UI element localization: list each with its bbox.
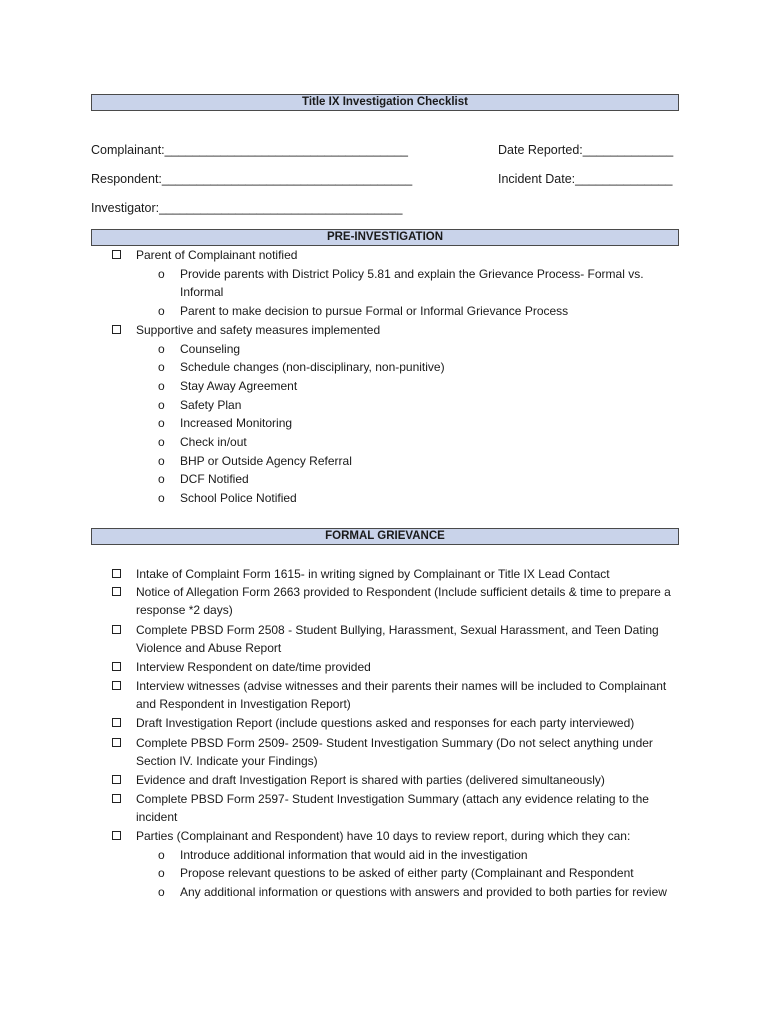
circle-bullet-icon: o: [158, 379, 165, 393]
circle-bullet-icon: o: [158, 304, 165, 318]
circle-bullet-icon: o: [158, 360, 165, 374]
complainant-field[interactable]: Complainant:___________________________________: [91, 143, 408, 157]
sub-list-item-text: Stay Away Agreement: [180, 379, 298, 393]
sub-list-item-text: DCF Notified: [180, 472, 249, 486]
circle-bullet-icon: o: [158, 472, 165, 486]
circle-bullet-icon: o: [158, 435, 165, 449]
circle-bullet-icon: o: [158, 416, 165, 430]
checklist-item-text: Complete PBSD Form 2508 - Student Bullying, Harassment, Sexual Harassment, and Teen Dating Violence and Abuse Report: [136, 623, 659, 655]
formal-grievance-heading: FORMAL GRIEVANCE: [91, 528, 679, 545]
circle-bullet-icon: o: [158, 398, 165, 412]
circle-bullet-icon: o: [158, 885, 165, 899]
circle-bullet-icon: o: [158, 848, 165, 862]
checklist-item-text: Complete PBSD Form 2597- Student Investigation Summary (attach any evidence relating to the incident: [136, 792, 649, 824]
checkbox[interactable]: [112, 738, 121, 747]
sub-list-item-text: School Police Notified: [180, 491, 297, 505]
sub-list-item-text: Propose relevant questions to be asked of either party (Complainant and Respondent: [180, 866, 634, 880]
checklist-item-text: Notice of Allegation Form 2663 provided to Respondent (Include sufficient details & time to prepare a response *2 days): [136, 585, 671, 617]
date-reported-field[interactable]: Date Reported:_____________: [498, 143, 674, 157]
circle-bullet-icon: o: [158, 491, 165, 505]
checkbox[interactable]: [112, 662, 121, 671]
checkbox[interactable]: [112, 625, 121, 634]
sub-list-item-text: Counseling: [180, 342, 241, 356]
checkbox[interactable]: [112, 718, 121, 727]
sub-list-item-text: Any additional information or questions with answers and provided to both parties for review: [180, 885, 667, 899]
sub-list-item-text: Schedule changes (non-disciplinary, non-punitive): [180, 360, 445, 374]
sub-list-item-text: Parent to make decision to pursue Formal or Informal Grievance Process: [180, 304, 569, 318]
checklist-item-text: Evidence and draft Investigation Report is shared with parties (delivered simultaneously): [136, 773, 605, 787]
document-title: Title IX Investigation Checklist: [91, 94, 679, 111]
checkbox[interactable]: [112, 794, 121, 803]
checklist-item-text: Interview witnesses (advise witnesses and their parents their names will be included to Complainant and Respondent in Investigation Report): [136, 679, 667, 711]
sub-list-item-text: BHP or Outside Agency Referral: [180, 454, 352, 468]
checklist-item-text: Parties (Complainant and Respondent) have 10 days to review report, during which they can:: [136, 829, 631, 843]
checkbox[interactable]: [112, 831, 121, 840]
checklist-item-text: Intake of Complaint Form 1615- in writing signed by Complainant or Title IX Lead Contact: [136, 567, 610, 581]
checkbox[interactable]: [112, 681, 121, 690]
sub-list-item-text: Provide parents with District Policy 5.81 and explain the Grievance Process- Formal vs. Informal: [180, 267, 644, 299]
pre-investigation-heading: PRE-INVESTIGATION: [91, 229, 679, 246]
checkbox[interactable]: [112, 587, 121, 596]
checklist-item-text: Draft Investigation Report (include questions asked and responses for each party interviewed): [136, 716, 635, 730]
checklist-item-text: Parent of Complainant notified: [136, 248, 298, 262]
respondent-field[interactable]: Respondent:____________________________________: [91, 172, 413, 186]
checklist-item-text: Supportive and safety measures implemented: [136, 323, 381, 337]
sub-list-item-text: Introduce additional information that would aid in the investigation: [180, 848, 528, 862]
circle-bullet-icon: o: [158, 342, 165, 356]
circle-bullet-icon: o: [158, 267, 165, 281]
checkbox[interactable]: [112, 569, 121, 578]
circle-bullet-icon: o: [158, 454, 165, 468]
investigator-field[interactable]: Investigator:___________________________________: [91, 201, 403, 215]
circle-bullet-icon: o: [158, 866, 165, 880]
sub-list-item-text: Check in/out: [180, 435, 247, 449]
checkbox[interactable]: [112, 250, 121, 259]
incident-date-field[interactable]: Incident Date:______________: [498, 172, 673, 186]
checklist-item-text: Complete PBSD Form 2509- 2509- Student Investigation Summary (Do not select anything under Section IV. Indicate your Findings): [136, 736, 653, 768]
checkbox[interactable]: [112, 325, 121, 334]
sub-list-item-text: Increased Monitoring: [180, 416, 293, 430]
checkbox[interactable]: [112, 775, 121, 784]
sub-list-item-text: Safety Plan: [180, 398, 242, 412]
checklist-item-text: Interview Respondent on date/time provided: [136, 660, 371, 674]
